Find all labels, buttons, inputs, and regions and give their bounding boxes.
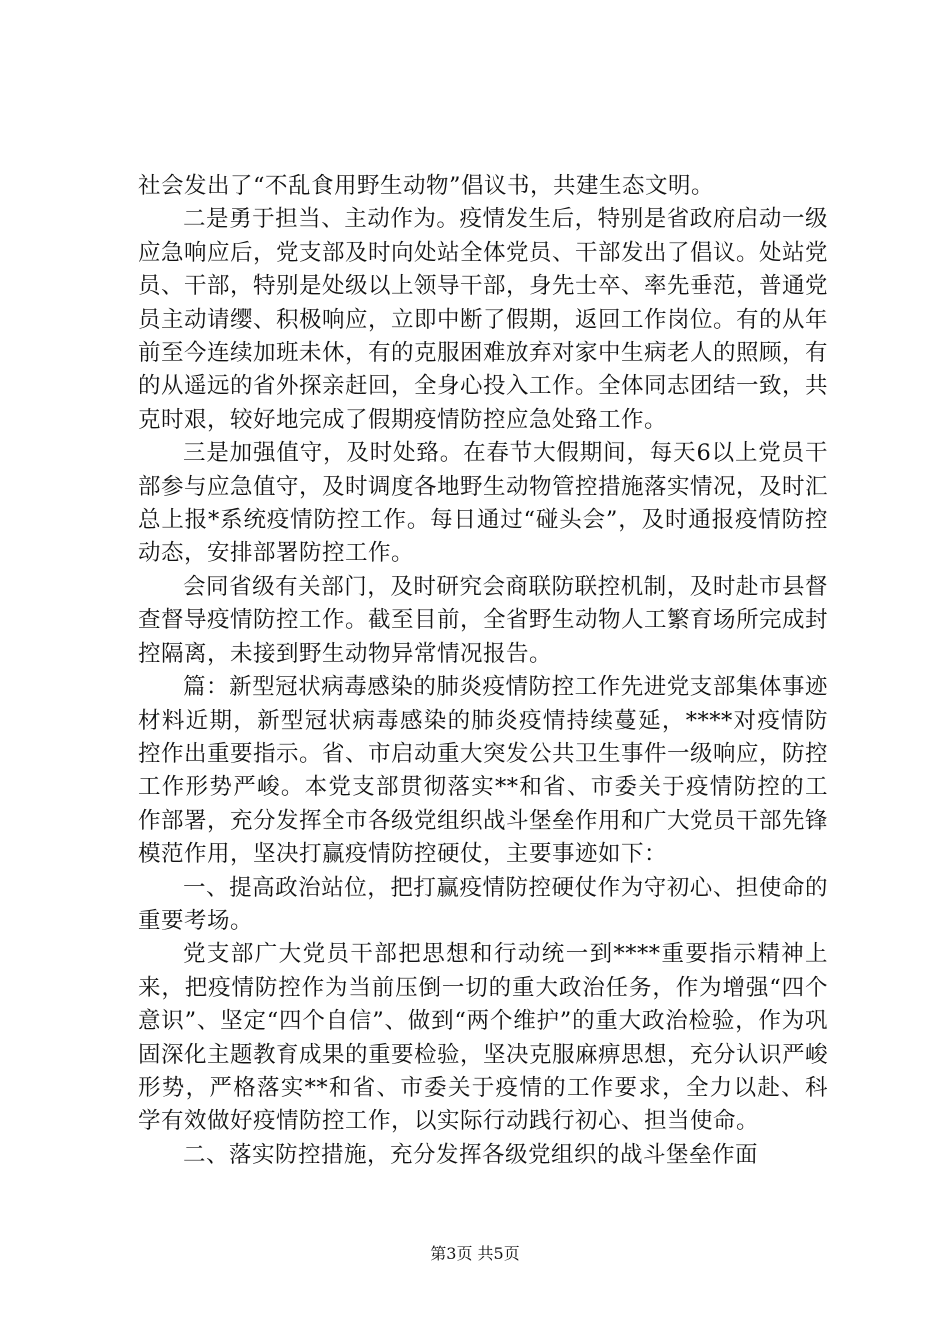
page-number-footer: 第3页 共5页 [430,1244,520,1263]
section-heading-two: 二、落实防控措施，充分发挥各级党组织的战斗堡垒作面 [183,1141,759,1168]
paragraph-section-one-body: 党支部广大党员干部把思想和行动统一到****重要指示精神上来，把疫情防控作为当前压倒一切的重大政治任务，作为增强“四个意识”、坚定“四个自信”、做到“两个维护”的重大政治检验，作为巩固深化主题教育成果的重要检验，坚决克服麻痹思想，充分认识严峻形势，严格落实**和省、市委关于疫情的工作要求，全力以赴、科学有效做好疫情防控工作，以实际行动践行初心、担当使命。 [138,941,829,1135]
paragraph-point-two: 二是勇于担当、主动作为。疫情发生后，特别是省政府启动一级应急响应后，党支部及时向处站全体党员、干部发出了倡议。处站党员、干部，特别是处级以上领导干部，身先士卒、率先垂范，普通党员主动请缨、积极响应，立即中断了假期，返回工作岗位。有的从年前至今连续加班未休，有的克服困难放弃对家中生病老人的照顾，有的从遥远的省外探亲赶回，全身心投入工作。全体同志团结一致，共克时艰，较好地完成了假期疫情防控应急处臵工作。 [138,206,829,433]
paragraph-continuation: 社会发出了“不乱食用野生动物”倡议书，共建生态文明。 [138,173,715,199]
section-heading-one: 一、提高政治站位，把打赢疫情防控硬仗作为守初心、担使命的重要考场。 [138,874,828,934]
paragraph-article-intro: 篇：新型冠状病毒感染的肺炎疫情防控工作先进党支部集体事迹材料近期，新型冠状病毒感染的肺炎疫情持续蔓延，****对疫情防控作出重要指示。省、市启动重大突发公共卫生事件一级响应，防控工作形势严峻。本党支部贯彻落实**和省、市委关于疫情防控的工作部署，充分发挥全市各级党组织战斗堡垒作用和广大党员干部先锋模范作用，坚决打赢疫情防控硬仗，主要事迹如下： [138,674,829,868]
document-body [138,170,828,1172]
paragraph-joint-control: 会同省级有关部门，及时研究会商联防联控机制，及时赴市县督查督导疫情防控工作。截至目前，全省野生动物人工繁育场所完成封控隔离，未接到野生动物异常情况报告。 [138,573,829,667]
paragraph-point-three: 三是加强值守，及时处臵。在春节大假期间，每天6以上党员干部参与应急值守，及时调度各地野生动物管控措施落实情况，及时汇总上报*系统疫情防控工作。每日通过“碰头会”，及时通报疫情防控动态，安排部署防控工作。 [138,440,829,567]
